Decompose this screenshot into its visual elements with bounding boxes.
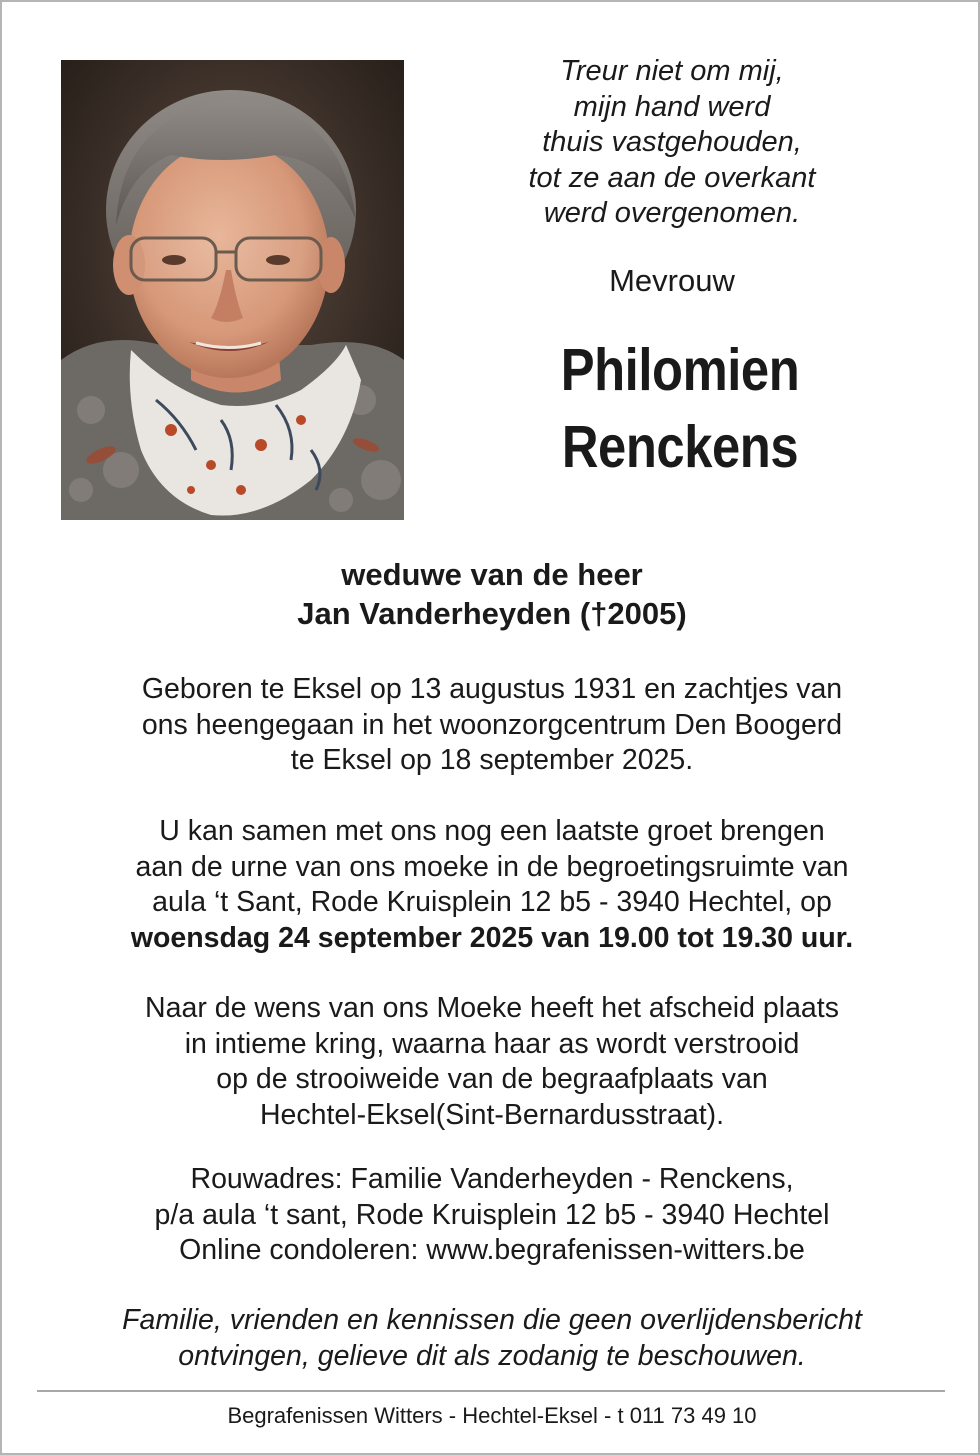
visit-date-time: woensdag 24 september 2025 van 19.00 tot 19.30 uur. [130, 921, 854, 954]
wish-line: op de strooiweide van de begraafplaats van [216, 1063, 768, 1095]
first-name: Philomien [560, 337, 800, 403]
visit-line: aan de urne van ons moeke in de begroetingsruimte van [135, 850, 849, 883]
birth-death-info [42, 672, 942, 779]
notice [42, 1303, 942, 1374]
portrait-photo [61, 60, 404, 520]
condolence-link[interactable]: Online condoleren: www.begrafenissen-witters.be [179, 1234, 805, 1266]
visit-line: U kan samen met ons nog een laatste groet brengen [159, 815, 825, 847]
poem-line: werd overgenomen. [543, 197, 801, 229]
poem-line: mijn hand werd [573, 90, 771, 123]
widow-line: weduwe van de heer [341, 557, 643, 592]
poem [472, 54, 872, 232]
salutation: Mevrouw [609, 263, 735, 298]
address-line: p/a aula ‘t sant, Rode Kruisplein 12 b5 - 3940 Hechtel [154, 1198, 830, 1231]
widow-info [42, 555, 942, 633]
divider [37, 1390, 945, 1392]
deceased-name [501, 332, 859, 486]
birth-line: te Eksel op 18 september 2025. [290, 744, 694, 776]
wish-line: in intieme kring, waarna haar as wordt verstrooid [184, 1027, 800, 1060]
birth-line: Geboren te Eksel op 13 augustus 1931 en zachtjes van [141, 673, 843, 705]
wish-line: Naar de wens van ons Moeke heeft het afscheid plaats [145, 992, 839, 1024]
notice-line: Familie, vrienden en kennissen die geen overlijdensbericht [122, 1304, 862, 1336]
address-line: Rouwadres: Familie Vanderheyden - Renckens, [190, 1163, 794, 1195]
poem-line: tot ze aan de overkant [528, 161, 816, 194]
wish-line: Hechtel-Eksel(Sint-Bernardusstraat). [259, 1098, 725, 1131]
visit-line: aula ‘t Sant, Rode Kruisplein 12 b5 - 3940 Hechtel, op [152, 886, 832, 918]
visitation-info [42, 814, 942, 956]
footer-funeral-home: Begrafenissen Witters - Hechtel-Eksel - t 011 73 49 10 [227, 1403, 757, 1428]
portrait-illustration [61, 60, 404, 520]
birth-line: ons heengegaan in het woonzorgcentrum Den Boogerd [141, 708, 843, 741]
notice-line: ontvingen, gelieve dit als zodanig te beschouwen. [178, 1339, 806, 1372]
last-name: Renckens [561, 414, 799, 480]
mourning-address [42, 1162, 942, 1269]
spouse-name: Jan Vanderheyden (†2005) [297, 596, 687, 631]
poem-line: Treur niet om mij, [560, 55, 784, 87]
poem-line: thuis vastgehouden, [542, 126, 802, 158]
farewell-info [42, 991, 942, 1133]
